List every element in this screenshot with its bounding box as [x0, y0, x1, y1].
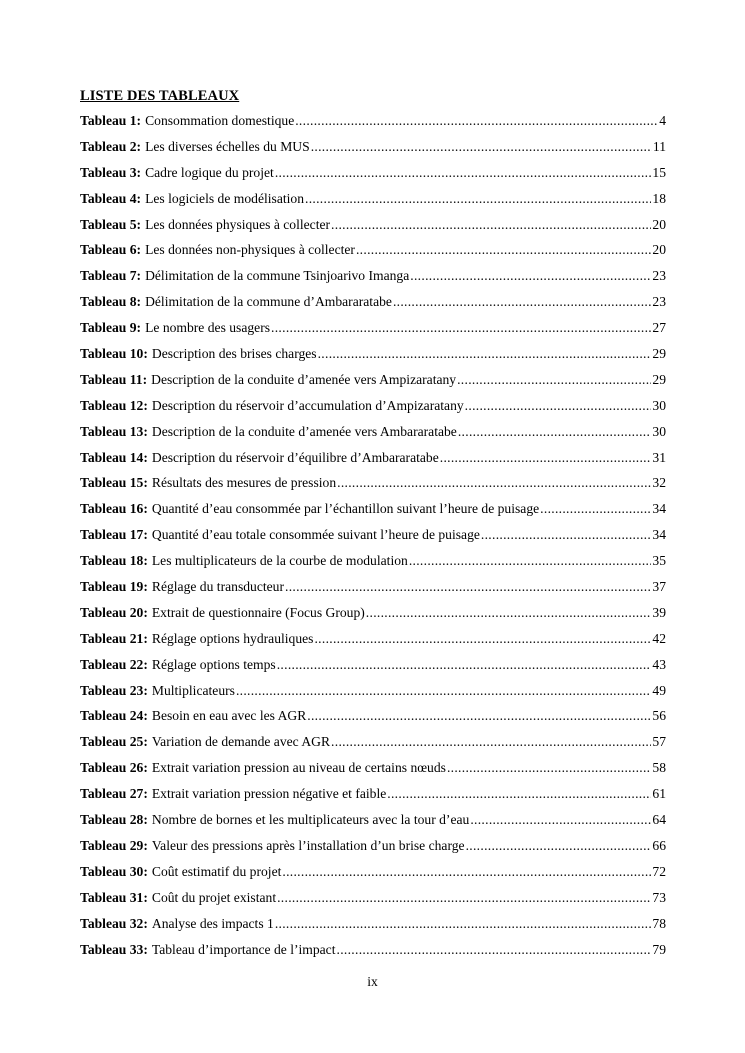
toc-entry-page: 11 — [652, 138, 666, 154]
table-of-contents — [80, 113, 666, 967]
dot-leader — [318, 346, 652, 362]
toc-entry[interactable] — [80, 475, 666, 501]
toc-entry-label: Tableau 27: — [80, 786, 148, 802]
dot-leader — [337, 475, 651, 491]
dot-leader — [366, 605, 652, 621]
toc-entry-page: 73 — [652, 889, 666, 905]
toc-entry-page: 23 — [652, 268, 666, 284]
toc-entry-label: Tableau 11: — [80, 371, 148, 387]
toc-entry-title: Description de la conduite d’amenée vers Ambararatabe — [151, 423, 457, 439]
toc-entry-title: Les données non-physiques à collecter — [145, 242, 355, 258]
toc-entry-title: Délimitation de la commune d’Ambararatabe — [145, 294, 392, 310]
dot-leader — [307, 708, 651, 724]
toc-entry-title: Les diverses échelles du MUS — [145, 138, 310, 154]
toc-entry[interactable] — [80, 424, 666, 450]
toc-entry-title: Réglage options temps — [151, 656, 276, 672]
toc-entry-label: Tableau 25: — [80, 734, 148, 750]
toc-entry-page: 27 — [652, 320, 666, 336]
toc-entry-label: Tableau 31: — [80, 889, 148, 905]
toc-entry[interactable] — [80, 294, 666, 320]
toc-entry-title: Coût du projet existant — [151, 889, 277, 905]
toc-entry-page: 57 — [652, 734, 666, 750]
toc-entry-label: Tableau 3: — [80, 164, 142, 180]
dot-leader — [295, 113, 658, 129]
toc-entry-title: Variation de demande avec AGR — [151, 734, 331, 750]
list-heading: LISTE DES TABLEAUX — [80, 88, 240, 104]
toc-entry-title: Quantité d’eau consommée par l’échantillon suivant l’heure de puisage — [151, 501, 540, 517]
toc-entry-page: 30 — [652, 397, 666, 413]
toc-entry[interactable] — [80, 916, 666, 942]
toc-entry[interactable] — [80, 165, 666, 191]
toc-entry-page: 79 — [652, 941, 666, 957]
dot-leader — [285, 579, 651, 595]
dot-leader — [481, 527, 652, 543]
toc-entry-page: 20 — [652, 216, 666, 232]
toc-entry-label: Tableau 2: — [80, 138, 142, 154]
toc-entry-label: Tableau 6: — [80, 242, 142, 258]
dot-leader — [410, 268, 651, 284]
dot-leader — [282, 864, 651, 880]
toc-entry-label: Tableau 18: — [80, 553, 148, 569]
dot-leader — [409, 553, 652, 569]
toc-entry[interactable] — [80, 450, 666, 476]
toc-entry-title: Coût estimatif du projet — [151, 863, 282, 879]
toc-entry-title: Consommation domestique — [145, 113, 295, 128]
toc-entry[interactable] — [80, 191, 666, 217]
toc-entry[interactable] — [80, 320, 666, 346]
toc-entry-label: Tableau 7: — [80, 268, 142, 284]
toc-entry[interactable] — [80, 812, 666, 838]
toc-entry-label: Tableau 22: — [80, 656, 148, 672]
toc-entry-page: 56 — [652, 708, 666, 724]
toc-entry[interactable] — [80, 838, 666, 864]
toc-entry[interactable] — [80, 631, 666, 657]
toc-entry-page: 34 — [652, 527, 666, 543]
toc-entry-label: Tableau 17: — [80, 527, 148, 543]
toc-entry-label: Tableau 30: — [80, 863, 148, 879]
toc-entry-label: Tableau 15: — [80, 475, 148, 491]
page-number: ix — [367, 974, 378, 989]
dot-leader — [387, 786, 651, 802]
dot-leader — [337, 942, 652, 958]
toc-entry-label: Tableau 24: — [80, 708, 148, 724]
toc-entry-title: Description du réservoir d’accumulation d’Ampizaratany — [151, 397, 464, 413]
dot-leader — [314, 631, 651, 647]
toc-entry-page: 4 — [659, 113, 666, 128]
toc-entry-title: Délimitation de la commune Tsinjoarivo Imanga — [145, 268, 410, 284]
toc-entry-page: 61 — [652, 786, 666, 802]
dot-leader — [470, 812, 651, 828]
toc-entry[interactable] — [80, 605, 666, 631]
toc-entry[interactable] — [80, 708, 666, 734]
toc-entry-title: Besoin en eau avec les AGR — [151, 708, 307, 724]
toc-entry[interactable] — [80, 527, 666, 553]
toc-entry-label: Tableau 19: — [80, 579, 148, 595]
toc-entry-page: 15 — [652, 164, 666, 180]
toc-entry-title: Tableau d’importance de l’impact — [151, 941, 336, 957]
toc-entry[interactable] — [80, 579, 666, 605]
toc-entry-title: Extrait de questionnaire (Focus Group) — [151, 604, 365, 620]
toc-entry-label: Tableau 4: — [80, 190, 142, 206]
toc-entry[interactable] — [80, 553, 666, 579]
dot-leader — [277, 657, 652, 673]
toc-entry-title: Cadre logique du projet — [145, 164, 274, 180]
toc-entry-label: Tableau 1: — [80, 113, 142, 128]
dot-leader — [440, 450, 652, 466]
toc-entry-page: 66 — [652, 837, 666, 853]
dot-leader — [311, 139, 652, 155]
toc-entry-label: Tableau 13: — [80, 423, 148, 439]
toc-entry-page: 37 — [652, 579, 666, 595]
toc-entry-title: Réglage du transducteur — [151, 579, 284, 595]
toc-entry[interactable] — [80, 398, 666, 424]
toc-entry-title: Les données physiques à collecter — [145, 216, 331, 232]
toc-entry-label: Tableau 8: — [80, 294, 142, 310]
toc-entry-label: Tableau 16: — [80, 501, 148, 517]
toc-entry-page: 64 — [652, 812, 666, 828]
toc-entry-title: Description des brises charges — [151, 346, 317, 362]
toc-entry-page: 32 — [652, 475, 666, 491]
toc-entry[interactable] — [80, 113, 666, 139]
dot-leader — [305, 191, 651, 207]
toc-entry-title: Le nombre des usagers — [145, 320, 271, 336]
dot-leader — [331, 217, 651, 233]
dot-leader — [466, 838, 652, 854]
dot-leader — [236, 683, 651, 699]
toc-entry-label: Tableau 23: — [80, 682, 148, 698]
toc-entry-page: 31 — [652, 449, 666, 465]
toc-entry-page: 29 — [652, 346, 666, 362]
toc-entry[interactable] — [80, 217, 666, 243]
toc-entry-page: 43 — [652, 656, 666, 672]
toc-entry-page: 29 — [652, 371, 666, 387]
dot-leader — [447, 760, 651, 776]
toc-entry-page: 72 — [652, 863, 666, 879]
toc-entry-title: Extrait variation pression négative et faible — [151, 786, 387, 802]
dot-leader — [275, 165, 652, 181]
dot-leader — [458, 424, 652, 440]
dot-leader — [465, 398, 652, 414]
toc-entry[interactable] — [80, 372, 666, 398]
toc-entry-title: Analyse des impacts 1 — [151, 915, 274, 931]
toc-entry-label: Tableau 21: — [80, 630, 148, 646]
toc-entry[interactable] — [80, 268, 666, 294]
toc-entry[interactable] — [80, 864, 666, 890]
dot-leader — [393, 294, 651, 310]
toc-entry-title: Les logiciels de modélisation — [145, 190, 305, 206]
toc-entry[interactable] — [80, 786, 666, 812]
toc-entry-page: 78 — [652, 915, 666, 931]
toc-entry-label: Tableau 20: — [80, 604, 148, 620]
toc-entry-page: 34 — [652, 501, 666, 517]
toc-entry[interactable] — [80, 242, 666, 268]
toc-entry-title: Valeur des pressions après l’installation d’un brise charge — [151, 837, 465, 853]
toc-entry-label: Tableau 26: — [80, 760, 148, 776]
toc-entry-title: Multiplicateurs — [151, 682, 235, 698]
toc-entry-label: Tableau 10: — [80, 346, 148, 362]
toc-entry-page: 18 — [652, 190, 666, 206]
toc-entry-page: 39 — [652, 604, 666, 620]
toc-entry-title: Réglage options hydrauliques — [151, 630, 314, 646]
toc-entry-label: Tableau 9: — [80, 320, 142, 336]
toc-entry[interactable] — [80, 501, 666, 527]
dot-leader — [457, 372, 651, 388]
toc-entry-page: 49 — [652, 682, 666, 698]
toc-entry[interactable] — [80, 760, 666, 786]
toc-entry-title: Description de la conduite d’amenée vers Ampizaratany — [151, 371, 457, 387]
toc-entry-label: Tableau 14: — [80, 449, 148, 465]
toc-entry-title: Nombre de bornes et les multiplicateurs avec la tour d’eau — [151, 812, 470, 828]
toc-entry-page: 42 — [652, 630, 666, 646]
toc-entry-page: 23 — [652, 294, 666, 310]
dot-leader — [271, 320, 651, 336]
toc-entry[interactable] — [80, 942, 666, 968]
toc-entry-label: Tableau 28: — [80, 812, 148, 828]
toc-entry[interactable] — [80, 139, 666, 165]
toc-entry-label: Tableau 33: — [80, 941, 148, 957]
toc-entry-label: Tableau 32: — [80, 915, 148, 931]
toc-entry-title: Quantité d’eau totale consommée suivant l’heure de puisage — [151, 527, 480, 543]
toc-entry-label: Tableau 29: — [80, 837, 148, 853]
dot-leader — [540, 501, 651, 517]
dot-leader — [356, 242, 651, 258]
dot-leader — [275, 916, 652, 932]
dot-leader — [277, 890, 651, 906]
toc-entry[interactable] — [80, 734, 666, 760]
toc-entry-title: Description du réservoir d’équilibre d’Ambararatabe — [151, 449, 439, 465]
toc-entry-title: Extrait variation pression au niveau de certains nœuds — [151, 760, 446, 776]
toc-entry[interactable] — [80, 346, 666, 372]
toc-entry-label: Tableau 5: — [80, 216, 142, 232]
toc-entry-label: Tableau 12: — [80, 397, 148, 413]
toc-entry-page: 58 — [652, 760, 666, 776]
toc-entry-title: Les multiplicateurs de la courbe de modulation — [151, 553, 408, 569]
toc-entry-page: 20 — [652, 242, 666, 258]
toc-entry-title: Résultats des mesures de pression — [151, 475, 337, 491]
toc-entry[interactable] — [80, 890, 666, 916]
dot-leader — [331, 734, 651, 750]
toc-entry[interactable] — [80, 683, 666, 709]
toc-entry-page: 30 — [652, 423, 666, 439]
toc-entry[interactable] — [80, 657, 666, 683]
toc-entry-page: 35 — [652, 553, 666, 569]
